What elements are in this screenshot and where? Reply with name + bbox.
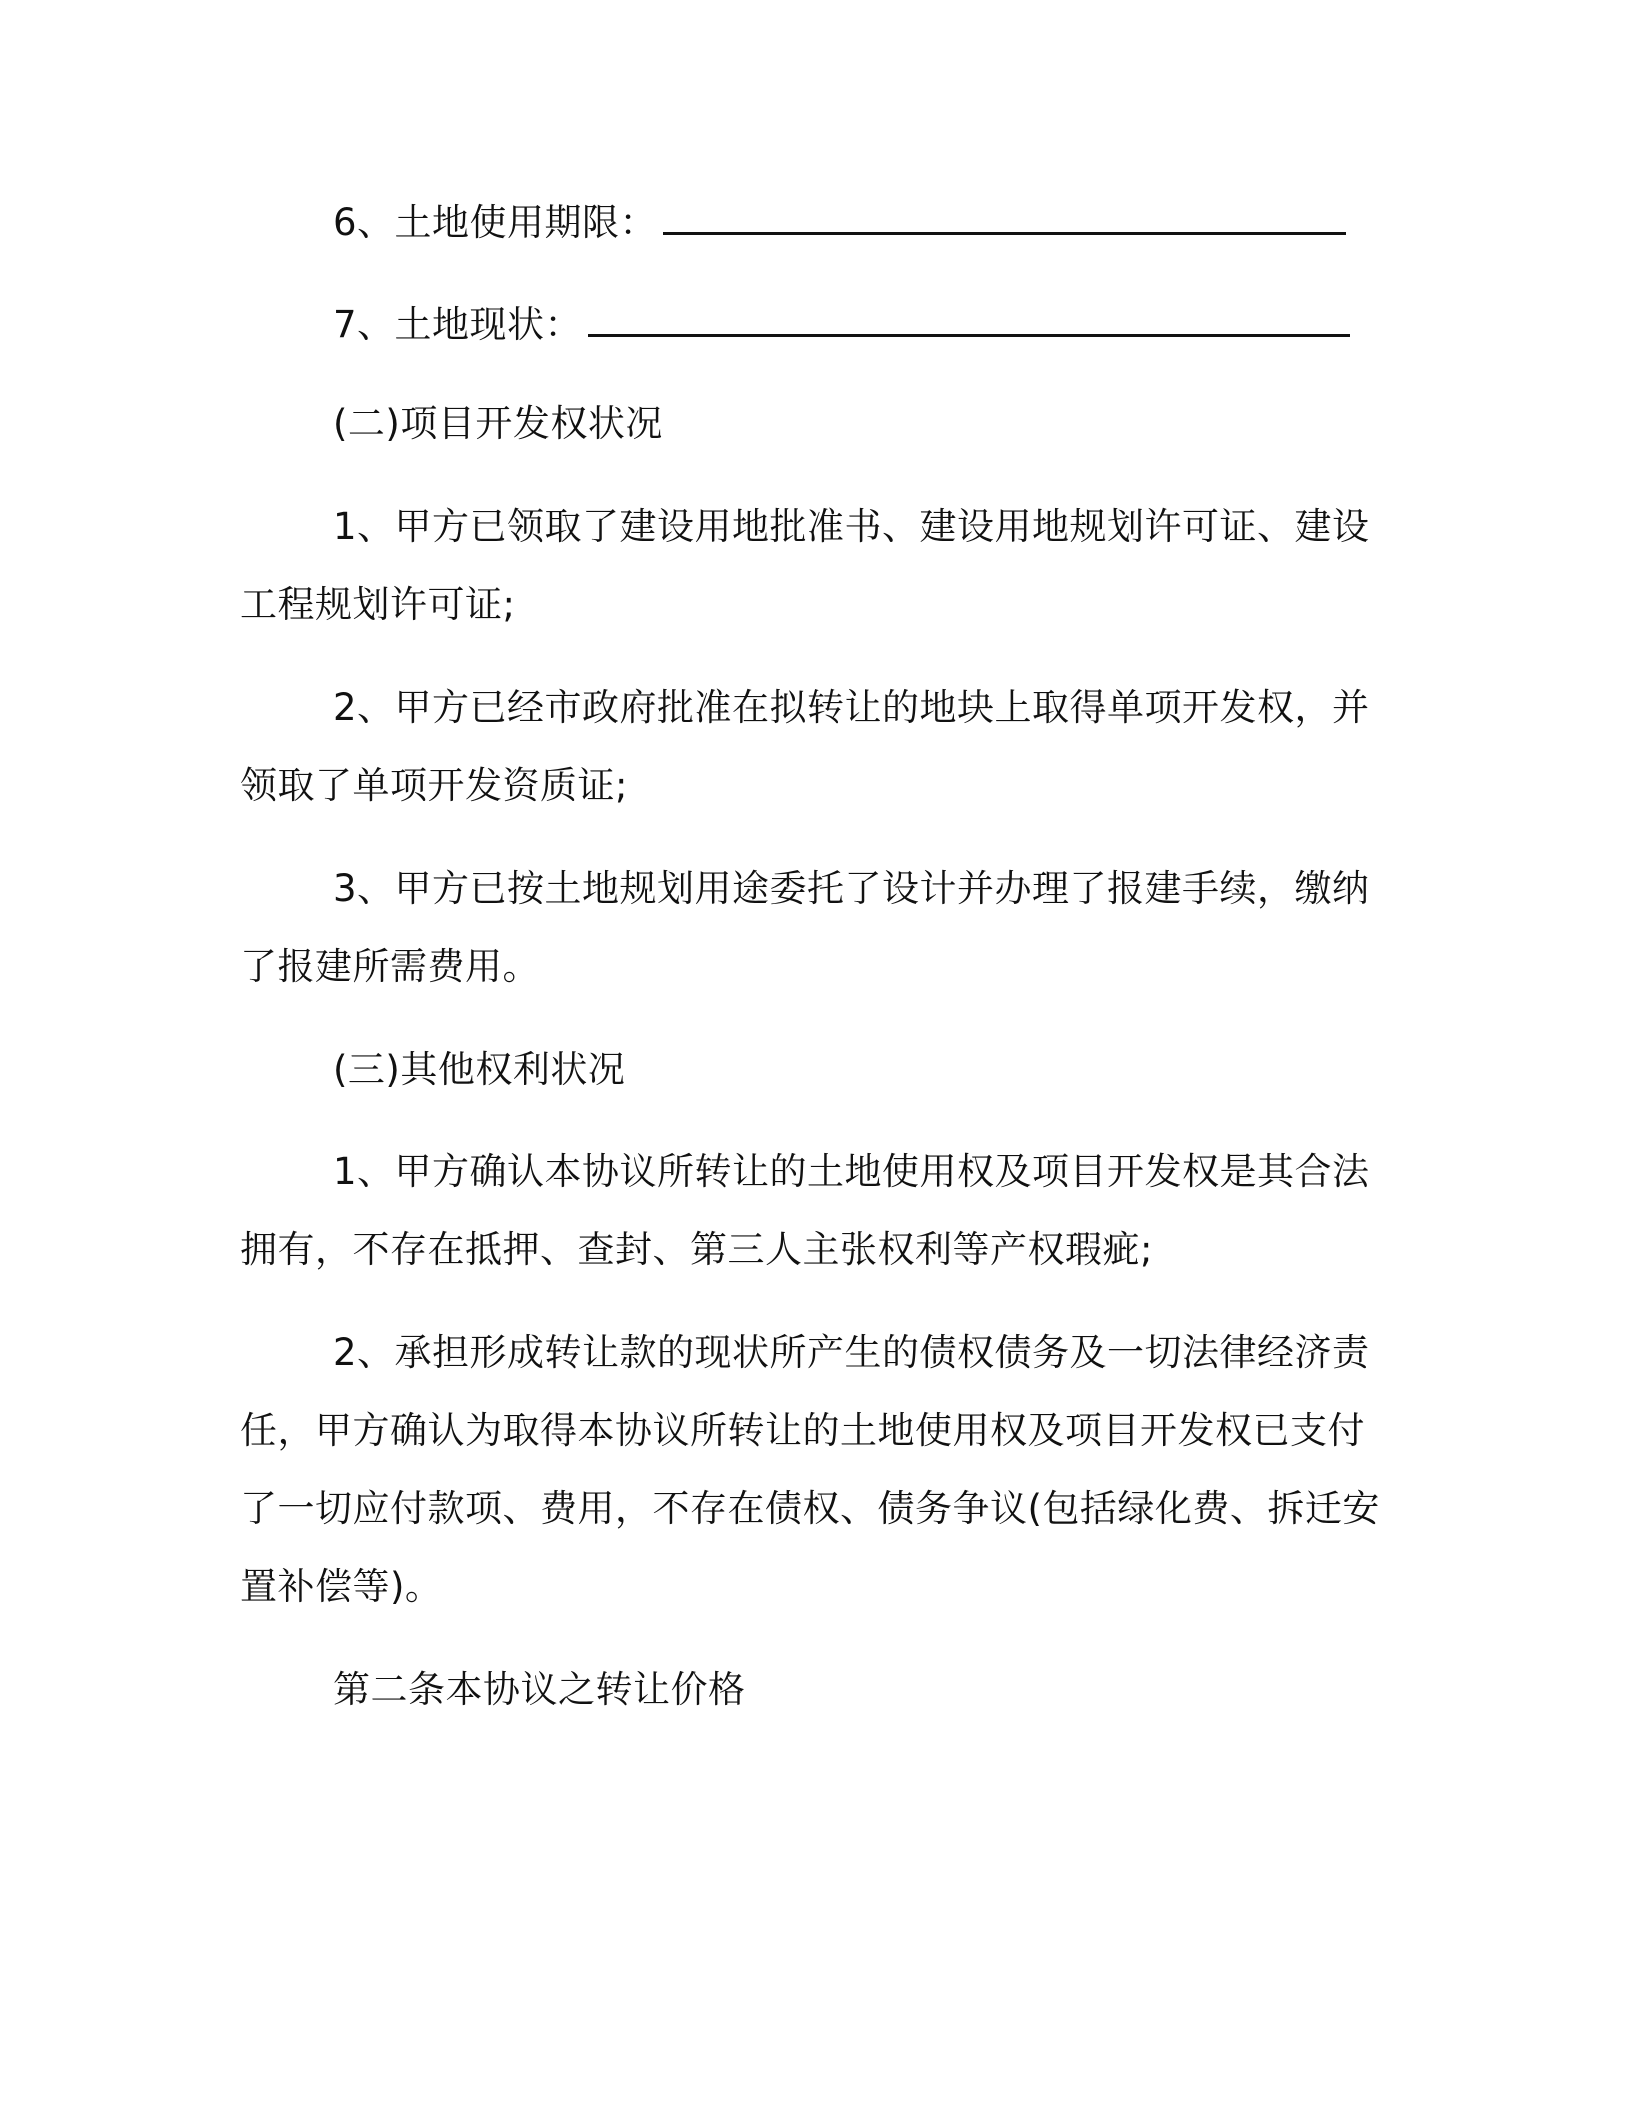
paragraph-line: 置补偿等)。 <box>240 1565 443 1608</box>
field-label: 7、土地现状： <box>333 303 583 346</box>
article-heading: 第二条本协议之转让价格 <box>333 1668 746 1711</box>
section-heading: (三)其他权利状况 <box>333 1048 626 1091</box>
paragraph-line: 1、甲方已领取了建设用地批准书、建设用地规划许可证、建设 <box>333 505 1370 548</box>
paragraph-line: 2、甲方已经市政府批准在拟转让的地块上取得单项开发权，并 <box>333 686 1370 729</box>
fill-in-blank[interactable] <box>588 304 1350 337</box>
paragraph-line: 了一切应付款项、费用，不存在债权、债务争议(包括绿化费、拆迁安 <box>240 1487 1380 1530</box>
section-heading: (二)项目开发权状况 <box>333 402 663 445</box>
field-label: 6、土地使用期限： <box>333 201 658 244</box>
paragraph-line: 拥有，不存在抵押、查封、第三人主张权利等产权瑕疵; <box>240 1228 1153 1271</box>
paragraph-line: 领取了单项开发资质证; <box>240 764 628 807</box>
paragraph-line: 了报建所需费用。 <box>240 945 540 988</box>
paragraph-line: 1、甲方确认本协议所转让的土地使用权及项目开发权是其合法 <box>333 1150 1370 1193</box>
fill-in-blank[interactable] <box>663 202 1346 235</box>
paragraph-line: 3、甲方已按土地规划用途委托了设计并办理了报建手续，缴纳 <box>333 867 1370 910</box>
paragraph-line: 2、承担形成转让款的现状所产生的债权债务及一切法律经济责 <box>333 1331 1370 1374</box>
field-land-use-term <box>333 201 1346 245</box>
field-land-status <box>333 303 1350 347</box>
paragraph-line: 工程规划许可证; <box>240 583 516 626</box>
paragraph-line: 任，甲方确认为取得本协议所转让的土地使用权及项目开发权已支付 <box>240 1409 1365 1452</box>
